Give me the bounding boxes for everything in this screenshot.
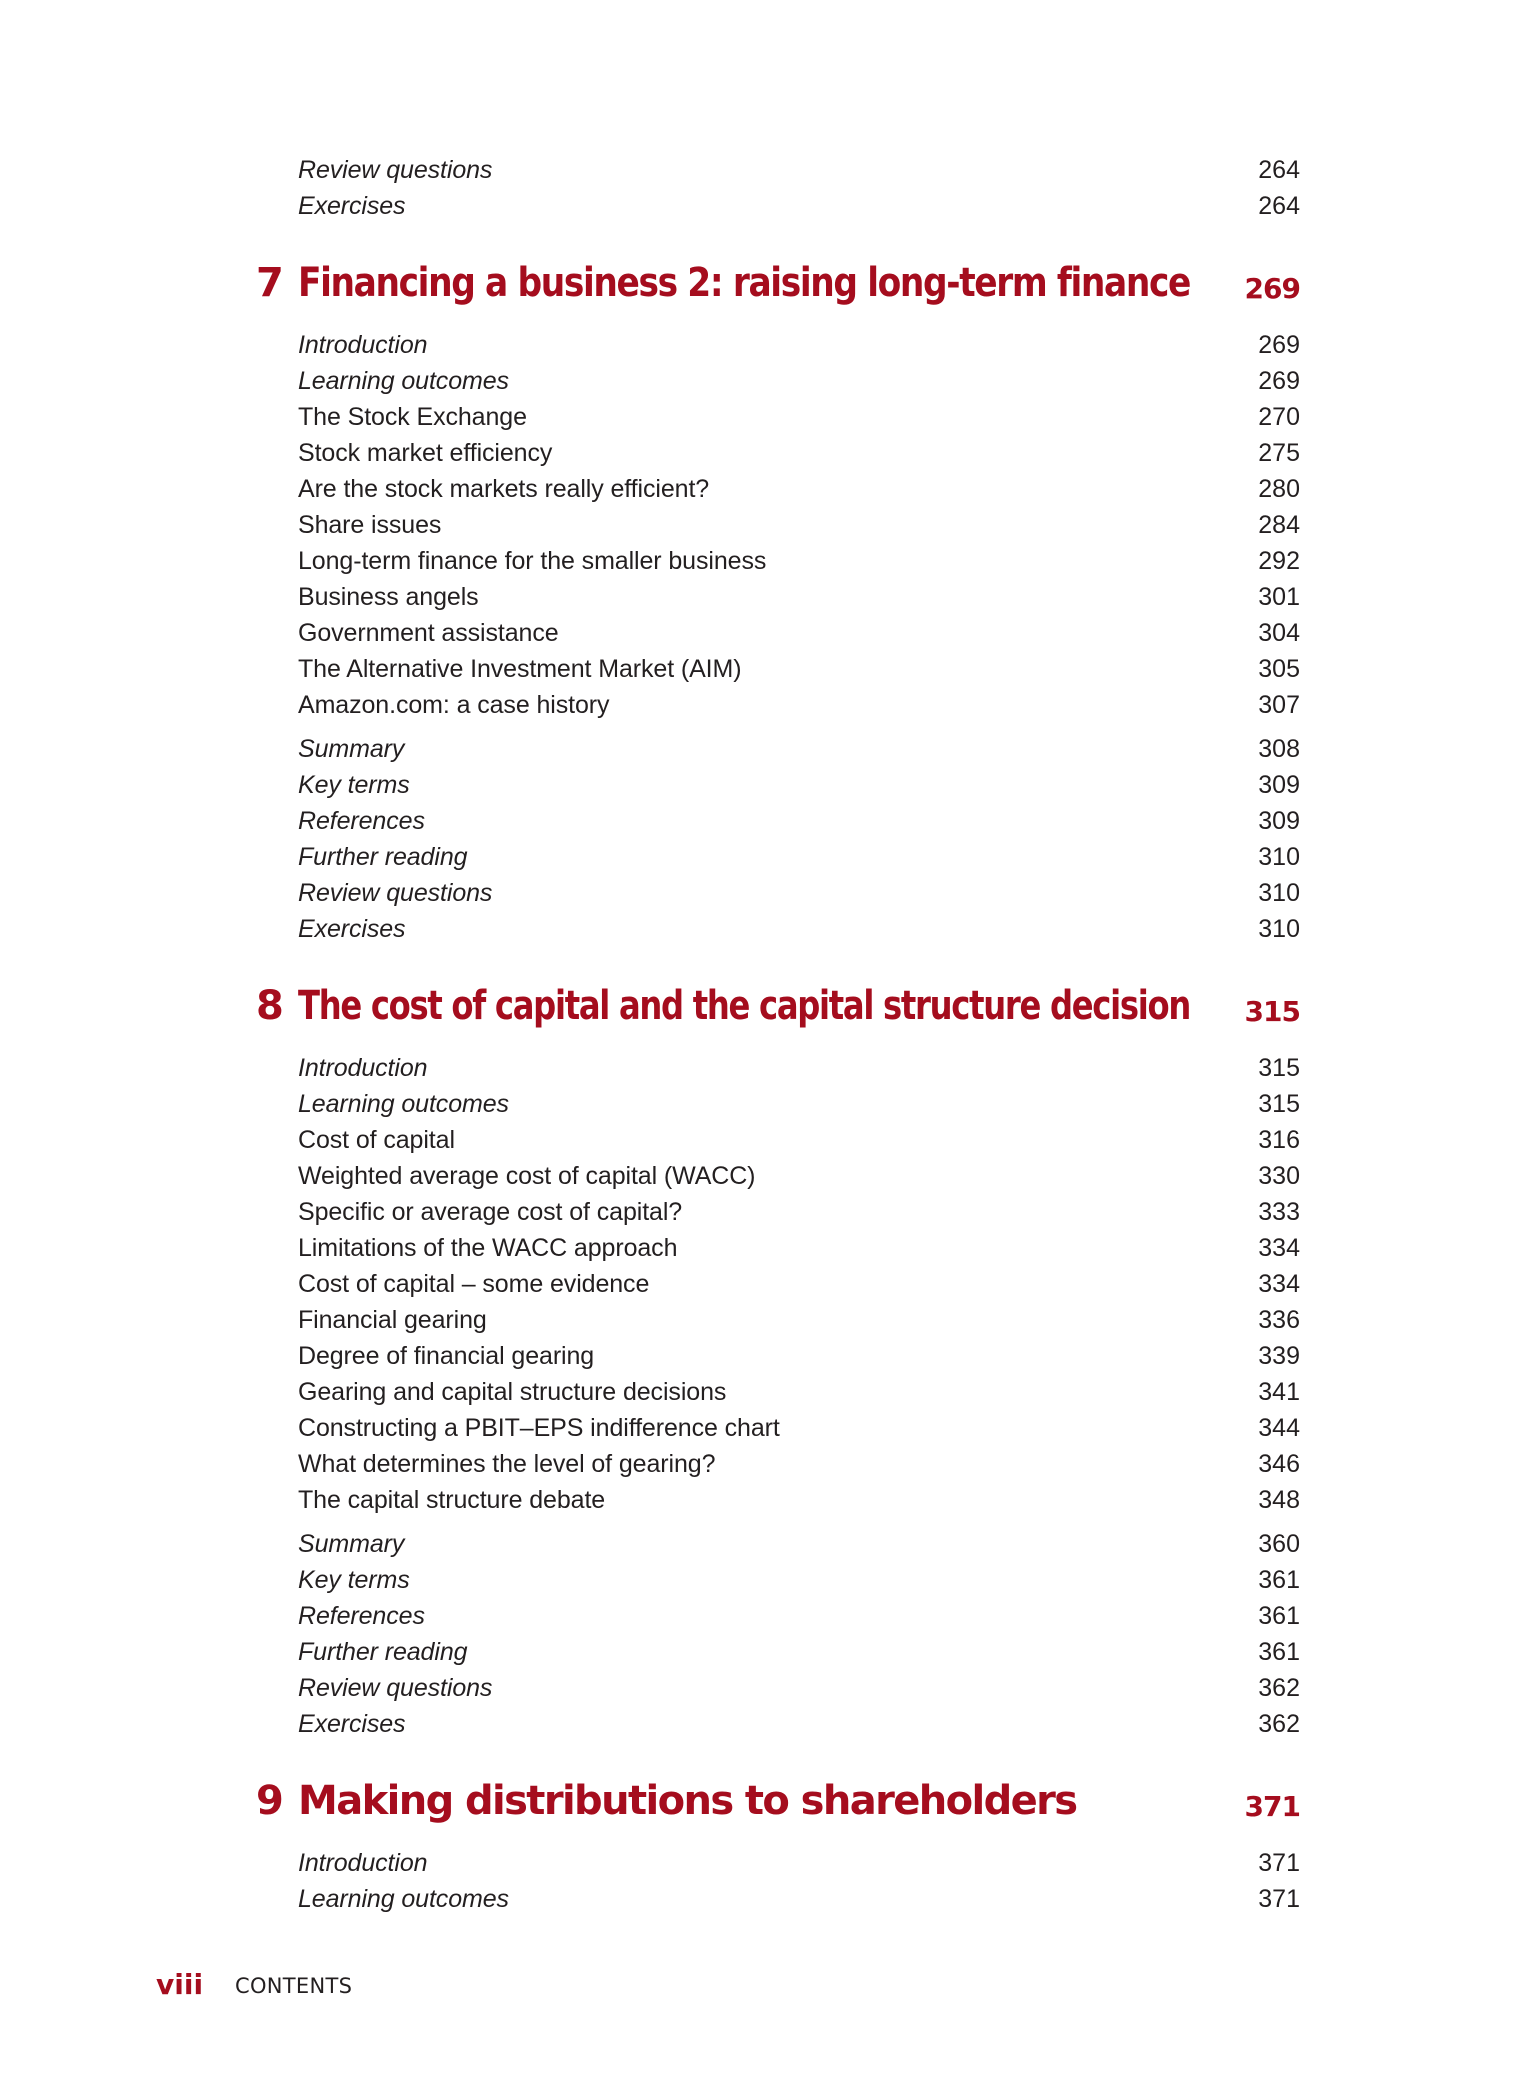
toc-entry-title: Summary [298,735,405,763]
toc-entry[interactable] [298,682,1300,718]
toc-entry-page: 360 [1258,1530,1300,1558]
toc-entry[interactable] [298,1225,1300,1261]
toc-entry[interactable] [298,906,1300,942]
toc-entry-title: Are the stock markets really efficient? [298,475,710,503]
toc-entry[interactable] [298,502,1300,538]
toc-entry-title: Stock market efficiency [298,439,553,467]
toc-entry-page: 275 [1258,439,1300,467]
chapter-page: 371 [1244,1790,1300,1823]
footer-page-number: viii [156,1968,204,2001]
chapter-page: 315 [1244,995,1300,1028]
toc-entry[interactable] [298,394,1300,430]
chapter-title: Financing a business 2: raising long-term finance [298,260,1190,306]
toc-entry-title: Exercises [298,1710,406,1738]
chapter-title: Making distributions to shareholders [298,1778,1077,1824]
toc-entry[interactable] [298,1369,1300,1405]
toc-entry[interactable] [298,1593,1300,1629]
toc-entry[interactable] [298,726,1300,762]
toc-entry-title: Further reading [298,1638,468,1666]
toc-entry-page: 264 [1258,192,1300,220]
toc-entry-title: What determines the level of gearing? [298,1450,716,1478]
toc-entry-title: Introduction [298,1849,428,1877]
toc-entry[interactable] [298,646,1300,682]
toc-entry-page: 309 [1258,771,1300,799]
footer-running-head: CONTENTS [235,1974,353,1998]
toc-entry[interactable] [298,1261,1300,1297]
toc-entry-title: Cost of capital – some evidence [298,1270,650,1298]
toc-entry[interactable] [298,1629,1300,1665]
toc-entry[interactable] [298,1333,1300,1369]
chapter-number: 7 [256,260,283,306]
toc-entry-page: 280 [1258,475,1300,503]
toc-entry-page: 269 [1258,367,1300,395]
chapter-number: 8 [256,983,283,1029]
toc-entry-page: 264 [1258,156,1300,184]
toc-entry-title: Limitations of the WACC approach [298,1234,678,1262]
toc-entry-title: Review questions [298,879,493,907]
toc-entry-title: Cost of capital [298,1126,455,1154]
toc-entry[interactable] [298,1840,1300,1876]
toc-entry-page: 310 [1258,843,1300,871]
toc-entry[interactable] [298,466,1300,502]
toc-entry[interactable] [298,1189,1300,1225]
toc-entry-page: 308 [1258,735,1300,763]
toc-entry-page: 336 [1258,1306,1300,1334]
toc-entry-page: 330 [1258,1162,1300,1190]
toc-entry-page: 307 [1258,691,1300,719]
toc-entry-page: 304 [1258,619,1300,647]
toc-entry[interactable] [298,1045,1300,1081]
toc-entry-title: Exercises [298,192,406,220]
toc-entry-page: 301 [1258,583,1300,611]
toc-entry[interactable] [298,870,1300,906]
toc-entry[interactable] [298,358,1300,394]
toc-entry-title: Long-term finance for the smaller business [298,547,767,575]
toc-entry-title: Weighted average cost of capital (WACC) [298,1162,756,1190]
toc-entry-page: 346 [1258,1450,1300,1478]
toc-entry-page: 269 [1258,331,1300,359]
toc-entry-title: Exercises [298,915,406,943]
toc-entry[interactable] [298,574,1300,610]
toc-entry-title: Financial gearing [298,1306,487,1334]
toc-entry-page: 270 [1258,403,1300,431]
toc-entry[interactable] [298,1665,1300,1701]
toc-entry-title: Share issues [298,511,442,539]
toc-entry-title: Learning outcomes [298,1885,509,1913]
toc-entry-page: 310 [1258,879,1300,907]
toc-entry-page: 371 [1258,1849,1300,1877]
toc-entry-title: Introduction [298,331,428,359]
toc-entry[interactable] [298,1153,1300,1189]
toc-entry-title: Review questions [298,1674,493,1702]
toc-entry[interactable] [298,1477,1300,1513]
toc-entry-page: 334 [1258,1234,1300,1262]
toc-entry-title: Learning outcomes [298,1090,509,1118]
toc-entry-page: 333 [1258,1198,1300,1226]
toc-entry[interactable] [298,1701,1300,1737]
toc-entry-page: 362 [1258,1710,1300,1738]
toc-entry[interactable] [298,1405,1300,1441]
toc-entry-page: 371 [1258,1885,1300,1913]
toc-entry-page: 315 [1258,1090,1300,1118]
chapter-heading[interactable] [256,253,1300,306]
toc-entry-page: 309 [1258,807,1300,835]
toc-entry-title: Gearing and capital structure decisions [298,1378,727,1406]
toc-entry[interactable] [298,798,1300,834]
chapter-page: 269 [1244,272,1300,305]
toc-entry[interactable] [298,834,1300,870]
toc-entry-title: Government assistance [298,619,559,647]
toc-entry-title: Review questions [298,156,493,184]
toc-entry-page: 284 [1258,511,1300,539]
toc-entry[interactable] [298,430,1300,466]
toc-entry-page: 315 [1258,1054,1300,1082]
toc-entry-title: Amazon.com: a case history [298,691,610,719]
toc-entry[interactable] [298,1081,1300,1117]
toc-entry-title: Summary [298,1530,405,1558]
toc-entry-page: 305 [1258,655,1300,683]
toc-entry-title: References [298,1602,425,1630]
toc-entry[interactable] [298,1557,1300,1593]
toc-entry-title: Introduction [298,1054,428,1082]
toc-entry-page: 316 [1258,1126,1300,1154]
toc-entry[interactable] [298,538,1300,574]
toc-entry-page: 334 [1258,1270,1300,1298]
chapter-number: 9 [256,1778,283,1824]
toc-entry[interactable] [298,183,1300,219]
toc-entry[interactable] [298,610,1300,646]
toc-entry-page: 339 [1258,1342,1300,1370]
toc-entry-title: Degree of financial gearing [298,1342,595,1370]
toc-entry-title: Specific or average cost of capital? [298,1198,683,1226]
chapter-title: The cost of capital and the capital structure decision [298,983,1190,1029]
toc-entry-page: 361 [1258,1638,1300,1666]
toc-entry-title: The capital structure debate [298,1486,606,1514]
chapter-heading[interactable] [256,976,1300,1029]
toc-entry[interactable] [298,322,1300,358]
toc-entry-page: 361 [1258,1602,1300,1630]
toc-entry[interactable] [298,762,1300,798]
toc-entry-page: 292 [1258,547,1300,575]
toc-entry-title: Constructing a PBIT–EPS indifference chart [298,1414,780,1442]
toc-entry[interactable] [298,1297,1300,1333]
chapter-heading[interactable] [256,1771,1300,1824]
toc-entry[interactable] [298,1521,1300,1557]
toc-entry-title: Key terms [298,1566,410,1594]
toc-entry-title: The Stock Exchange [298,403,527,431]
toc-entry-page: 310 [1258,915,1300,943]
toc-entry-title: References [298,807,425,835]
toc-entry[interactable] [298,147,1300,183]
toc-entry-page: 361 [1258,1566,1300,1594]
toc-entry[interactable] [298,1876,1300,1912]
toc-entry-title: Learning outcomes [298,367,509,395]
toc-entry[interactable] [298,1441,1300,1477]
toc-entry-title: Further reading [298,843,468,871]
toc-entry-page: 362 [1258,1674,1300,1702]
toc-entry-title: The Alternative Investment Market (AIM) [298,655,742,683]
toc-entry-page: 344 [1258,1414,1300,1442]
toc-entry-page: 341 [1258,1378,1300,1406]
toc-entry-title: Key terms [298,771,410,799]
toc-entry[interactable] [298,1117,1300,1153]
toc-entry-page: 348 [1258,1486,1300,1514]
toc-entry-title: Business angels [298,583,479,611]
